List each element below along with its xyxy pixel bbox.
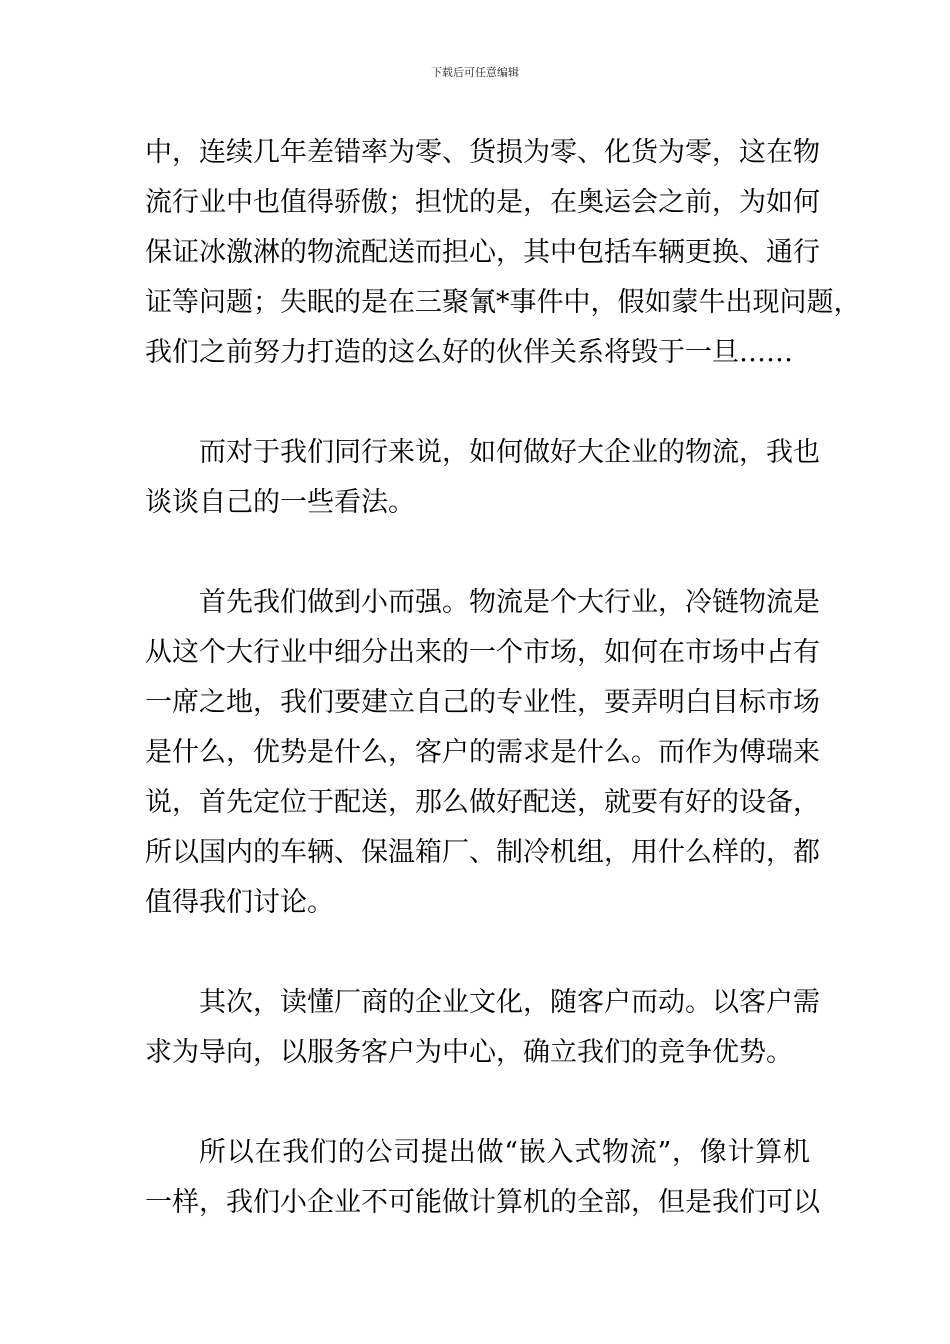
paragraph-spacer xyxy=(145,1078,810,1128)
text-line: 中，连续几年差错率为零、货损为零、化货为零，这在物 xyxy=(145,137,820,168)
text-line: 而对于我们同行来说，如何做好大企业的物流，我也 xyxy=(199,437,820,468)
paragraph-spacer xyxy=(145,928,810,978)
text-line: 其次，读懂厂商的企业文化，随客户而动。以客户需 xyxy=(199,987,820,1018)
text-line: 证等问题；失眠的是在三聚氰*事件中，假如蒙牛出现问题， xyxy=(145,287,861,318)
paragraph-spacer xyxy=(145,378,810,428)
text-line: 流行业中也值得骄傲；担忧的是，在奥运会之前，为如何 xyxy=(145,187,820,218)
text-line: 所以国内的车辆、保温箱厂、制冷机组，用什么样的，都 xyxy=(145,837,820,868)
paragraph-spacer xyxy=(145,528,810,578)
paragraph-4 xyxy=(145,978,820,1078)
text-line: 所以在我们的公司提出做“嵌入式物流”，像计算机 xyxy=(199,1137,810,1168)
text-line: 一样，我们小企业不可能做计算机的全部，但是我们可以 xyxy=(145,1187,820,1218)
text-line: 从这个大行业中细分出来的一个市场，如何在市场中占有 xyxy=(145,637,820,668)
paragraph-3 xyxy=(145,578,820,928)
text-line: 我们之前努力打造的这么好的伙伴关系将毁于一旦…… xyxy=(145,337,793,368)
text-line: 一席之地，我们要建立自己的专业性，要弄明白目标市场 xyxy=(145,687,820,718)
text-line: 说，首先定位于配送，那么做好配送，就要有好的设备， xyxy=(145,787,820,818)
paragraph-1 xyxy=(145,128,861,378)
paragraph-5 xyxy=(145,1128,820,1228)
paragraph-2 xyxy=(145,428,820,528)
text-line: 保证冰激淋的物流配送而担心，其中包括车辆更换、通行 xyxy=(145,237,820,268)
text-line: 值得我们讨论。 xyxy=(145,887,334,918)
text-line: 谈谈自己的一些看法。 xyxy=(145,487,415,518)
document-body xyxy=(145,128,861,1228)
text-line: 求为导向，以服务客户为中心，确立我们的竞争优势。 xyxy=(145,1037,793,1068)
text-line: 首先我们做到小而强。物流是个大行业，冷链物流是 xyxy=(199,587,820,618)
page-header: 下载后可任意编辑 xyxy=(431,66,519,79)
text-line: 是什么，优势是什么，客户的需求是什么。而作为傅瑞来 xyxy=(145,737,820,768)
